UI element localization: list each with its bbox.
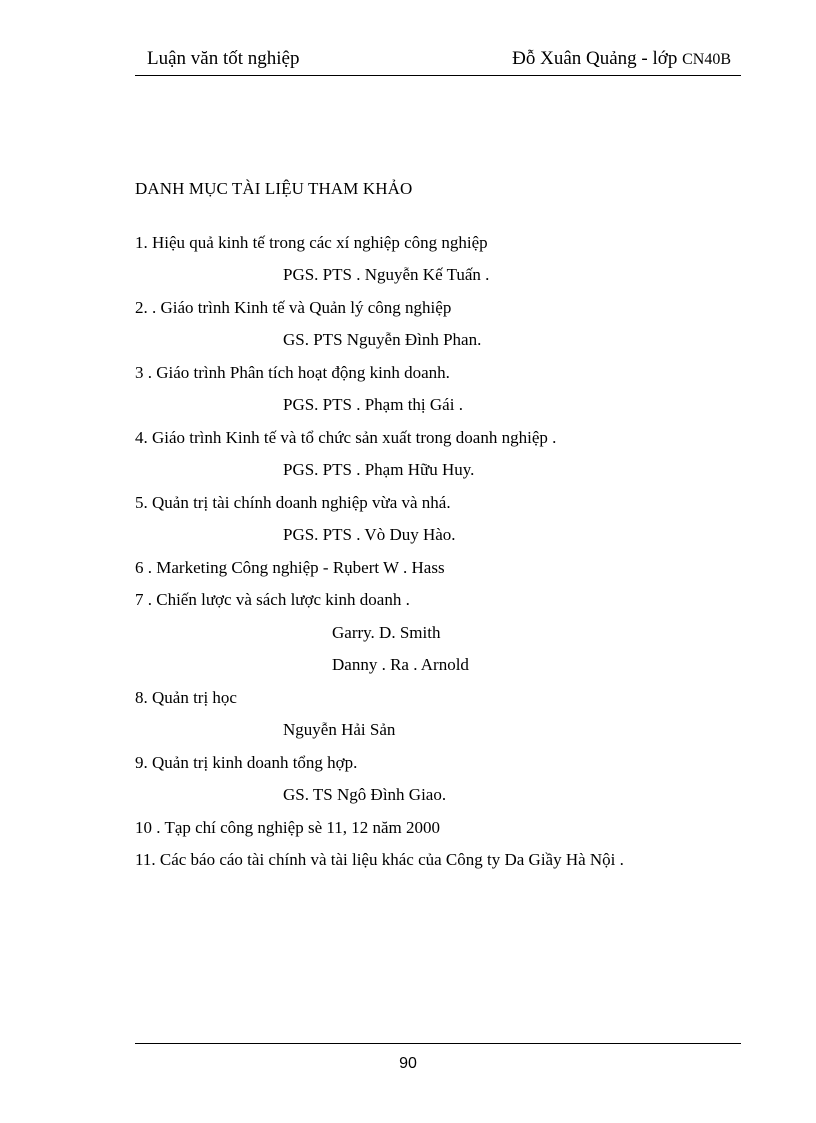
reference-entry: 1. Hiệu quả kinh tế trong các xí nghiệp công nghiệp [135, 233, 488, 252]
reference-author: PGS. PTS . Vò Duy Hào. [283, 525, 456, 544]
reference-author: PGS. PTS . Phạm Hữu Huy. [283, 460, 475, 479]
reference-entry: 4. Giáo trình Kinh tế và tổ chức sản xuất trong doanh nghiệp . [135, 428, 557, 447]
reference-entry: 11. Các báo cáo tài chính và tài liệu khác của Công ty Da Giầy Hà Nội . [135, 850, 624, 869]
header-author-name: Đỗ Xuân Quảng - lớp [512, 48, 678, 69]
reference-author: Danny . Ra . Arnold [332, 655, 469, 674]
reference-entry: 3 . Giáo trình Phân tích hoạt động kinh doanh. [135, 363, 450, 382]
reference-entry: 2. . Giáo trình Kinh tế và Quản lý công nghiệp [135, 298, 452, 317]
reference-author: PGS. PTS . Phạm thị Gái . [283, 395, 463, 414]
reference-entry: 10 . Tạp chí công nghiệp sè 11, 12 năm 2000 [135, 818, 441, 837]
reference-author: GS. PTS Nguyễn Đình Phan. [283, 330, 482, 349]
reference-author: PGS. PTS . Nguyễn Kế Tuấn . [283, 265, 490, 284]
page-header [135, 48, 741, 74]
header-author [512, 48, 731, 70]
reference-entry: 8. Quản trị học [135, 688, 237, 707]
footer-divider [135, 1043, 741, 1044]
references-title: DANH MỤC TÀI LIỆU THAM KHẢO [135, 179, 413, 198]
reference-author: Garry. D. Smith [332, 623, 441, 642]
page-number: 90 [399, 1055, 417, 1072]
reference-entry: 7 . Chiến lược và sách lược kinh doanh . [135, 590, 410, 609]
reference-entry: 6 . Marketing Công nghiệp - Rụbert W . Hass [135, 558, 445, 577]
reference-author: Nguyễn Hải Sản [283, 720, 396, 739]
header-thesis-title: Luận văn tốt nghiệp [147, 48, 300, 69]
reference-author: GS. TS Ngô Đình Giao. [283, 785, 447, 804]
header-class: CN40B [682, 51, 731, 68]
header-divider [135, 75, 741, 76]
reference-entry: 5. Quản trị tài chính doanh nghiệp vừa và nhá. [135, 493, 451, 512]
reference-entry: 9. Quản trị kinh doanh tổng hợp. [135, 753, 358, 772]
